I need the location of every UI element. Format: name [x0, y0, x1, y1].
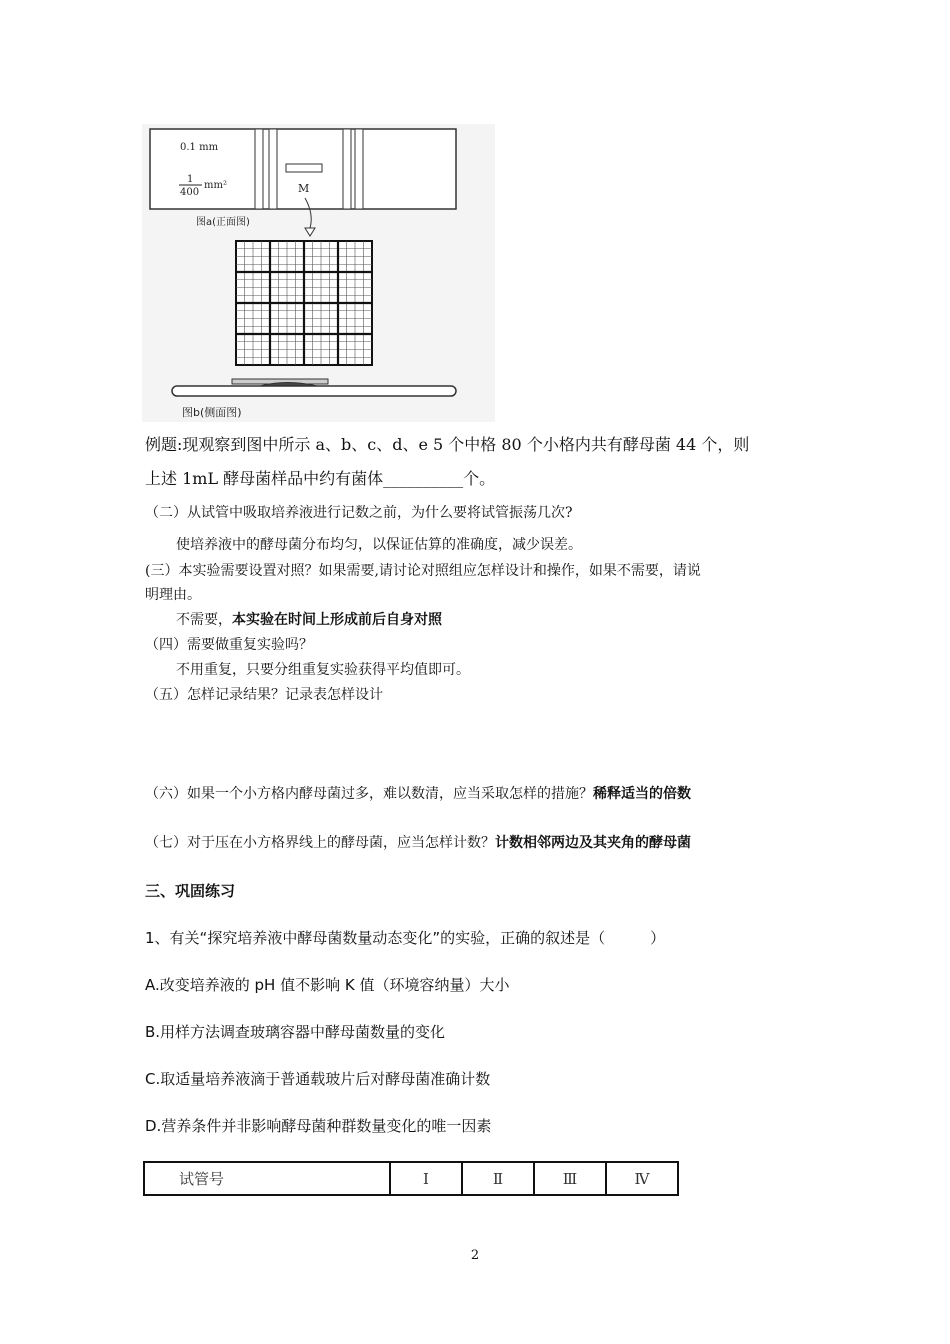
page-number: 2: [470, 1248, 480, 1263]
caption-front: 图a(正面图): [196, 217, 250, 228]
answer-2: 使培养液中的酵母菌分布均匀，以保证估算的准确度，减少误差。: [176, 537, 582, 553]
table-col-3: Ⅲ: [534, 1162, 606, 1195]
answer-3: [176, 609, 442, 629]
question-6-text: （六）如果一个小方格内酵母菌过多，难以数清，应当采取怎样的措施？: [145, 786, 593, 802]
question-4: （四）需要做重复实验吗？: [145, 637, 313, 653]
area-denominator: 400: [180, 187, 200, 198]
question-3-line-1: (三）本实验需要设置对照？如果需要,请讨论对照组应怎样设计和操作，如果不需要，请说: [145, 563, 701, 579]
record-table: [143, 1161, 679, 1196]
question-7: [145, 832, 691, 852]
option-b: B.用样方法调查玻璃容器中酵母菌数量的变化: [145, 1023, 446, 1041]
table-row: [144, 1162, 678, 1195]
exercise-1: 1、有关“探究培养液中酵母菌数量动态变化”的实验，正确的叙述是（ ）: [145, 929, 666, 947]
table-col-2: Ⅱ: [462, 1162, 534, 1195]
option-a: A.改变培养液的 pH 值不影响 K 值（环境容纳量）大小: [145, 976, 510, 994]
area-unit: mm²: [204, 180, 227, 191]
hemocytometer-diagram: [142, 124, 495, 422]
question-3-line-2: 明理由。: [145, 587, 201, 603]
area-numerator: 1: [187, 174, 194, 185]
marker-m: M: [298, 182, 310, 195]
scale-label: 0.1 mm: [180, 142, 219, 153]
answer-4: 不用重复，只要分组重复实验获得平均值即可。: [176, 662, 470, 678]
option-c: C.取适量培养液滴于普通载玻片后对酵母菌准确计数: [145, 1070, 491, 1088]
example-line-1: 例题:现观察到图中所示 a、b、c、d、e 5 个中格 80 个小格内共有酵母菌 44 个，则: [145, 435, 750, 454]
question-2: （二）从试管中吸取培养液进行记数之前，为什么要将试管振荡几次?: [145, 505, 573, 521]
caption-side: 图b(侧面图): [182, 406, 242, 419]
section-3-heading: 三、巩固练习: [145, 882, 236, 900]
answer-3-bold: 本实验在时间上形成前后自身对照: [232, 612, 442, 628]
option-d: D.营养条件并非影响酵母菌种群数量变化的唯一因素: [145, 1117, 492, 1135]
table-col-1: Ⅰ: [390, 1162, 462, 1195]
answer-6-bold: 稀释适当的倍数: [593, 786, 691, 802]
hemocytometer-figure: [142, 124, 495, 422]
answer-7-bold: 计数相邻两边及其夹角的酵母菌: [495, 835, 691, 851]
example-line-2: 上述 1mL 酵母菌样品中约有菌体__________个。: [145, 469, 496, 488]
question-7-text: （七）对于压在小方格界线上的酵母菌，应当怎样计数？: [145, 835, 495, 851]
answer-3-prefix: 不需要，: [176, 612, 232, 628]
question-6: [145, 783, 691, 803]
counting-grid: [236, 241, 372, 365]
question-5: （五）怎样记录结果？记录表怎样设计: [145, 687, 383, 703]
table-header-tube: 试管号: [144, 1162, 390, 1195]
table-col-4: Ⅳ: [606, 1162, 678, 1195]
